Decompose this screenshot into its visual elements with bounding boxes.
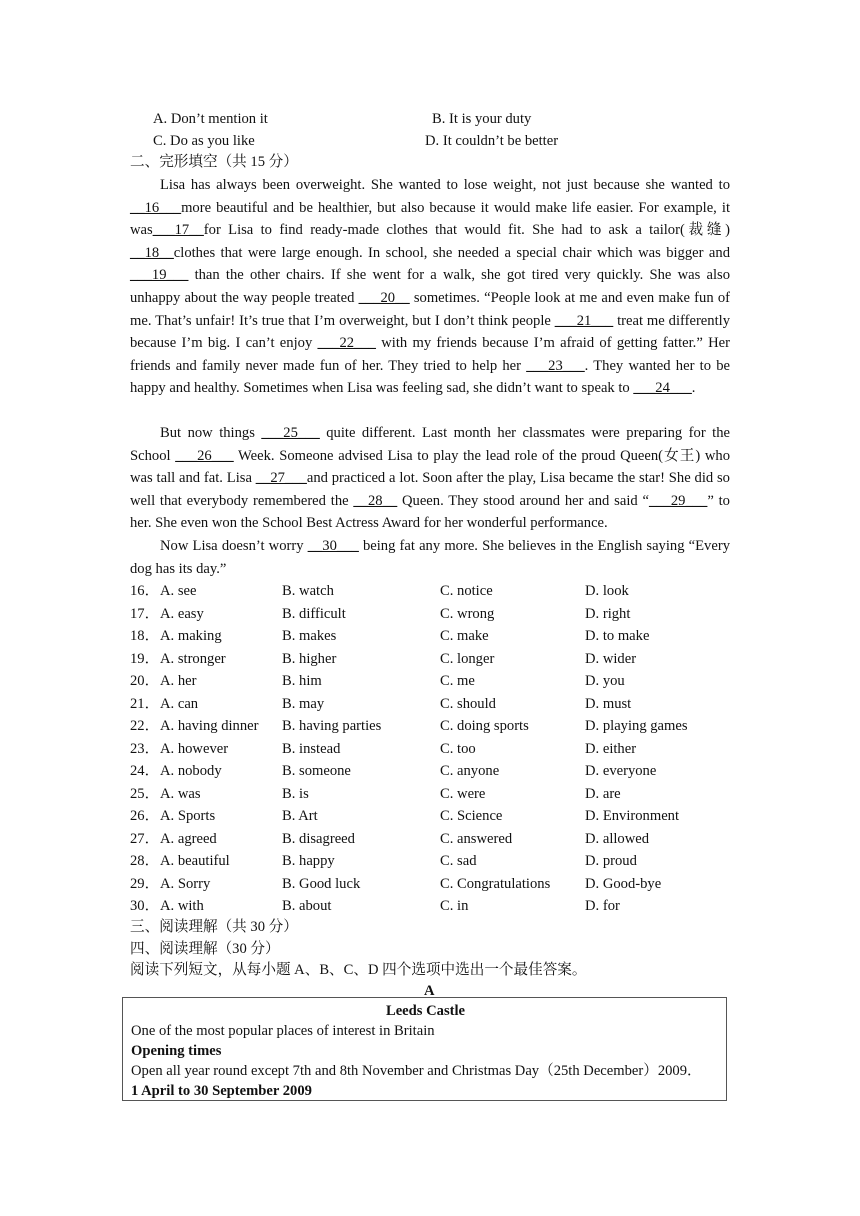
opening-times-text: Open all year round except 7th and 8th November and Christmas Day（25th December）2009． xyxy=(131,1063,702,1079)
answer-blank: ___26___ xyxy=(175,447,234,464)
question-row xyxy=(130,580,750,602)
answer-blank: ___23___ xyxy=(526,357,585,374)
option-d: D. wider xyxy=(585,650,637,667)
option-b: B. happy xyxy=(282,853,335,869)
option-c: C. Science xyxy=(440,808,503,824)
option-d: D. right xyxy=(585,605,631,622)
prev-option-d: D. It couldn’t be better xyxy=(425,133,559,149)
option-a: A. see xyxy=(160,583,197,599)
option-d: D. Good-bye xyxy=(585,875,662,892)
option-b: B. makes xyxy=(282,628,337,644)
question-row xyxy=(130,603,750,625)
option-b: B. Good luck xyxy=(282,875,361,892)
option-b: B. instead xyxy=(282,740,341,757)
option-c: C. make xyxy=(440,628,489,644)
option-c: C. should xyxy=(440,695,496,712)
option-a: A. however xyxy=(160,740,229,757)
passage-text: than the other chairs. If she went for a walk, she got tired very quickly. She was also unhappy about the way people treated xyxy=(130,267,730,306)
option-c: C. were xyxy=(440,785,486,802)
option-a: A. Sports xyxy=(160,808,216,824)
option-a: A. her xyxy=(160,673,197,689)
option-b: B. about xyxy=(282,898,332,914)
passage-text: and practiced a lot. Soon after the play, Lisa became the star! She did so well that everybody remembered the xyxy=(130,470,730,509)
option-b: B. watch xyxy=(282,583,334,599)
passage-text: Lisa has always been overweight. She wanted to lose weight, not just because she wanted to xyxy=(160,177,730,193)
passage-text: But now things xyxy=(160,425,262,441)
question-number: 20． xyxy=(130,673,160,689)
reading-instruction: 阅读下列短文，从每小题 A、B、C、D 四个选项中选出一个最佳答案。 xyxy=(130,962,587,978)
answer-blank: ___24___ xyxy=(633,380,692,397)
option-b: B. higher xyxy=(282,650,337,667)
section-heading-cloze: 二、完形填空（共 15 分） xyxy=(130,154,298,170)
question-row xyxy=(130,670,750,692)
question-row xyxy=(130,648,750,670)
date-range: 1 April to 30 September 2009 xyxy=(131,1083,312,1099)
prev-option-b: B. It is your duty xyxy=(432,111,532,127)
option-d: D. everyone xyxy=(585,763,657,779)
box-title: Leeds Castle xyxy=(385,1003,466,1019)
option-c: C. Congratulations xyxy=(440,875,551,892)
option-d: D. playing games xyxy=(585,718,688,734)
option-b: B. him xyxy=(282,673,322,689)
option-a: A. can xyxy=(160,695,199,712)
answer-blank: __28__ xyxy=(353,492,398,509)
passage-text: . xyxy=(691,380,696,397)
option-a: A. stronger xyxy=(160,650,226,667)
passage-text: sometimes. “People look at me and even make fun of me. That’s unfair! It’s true that I’m overweight, but I don’t think people xyxy=(130,289,730,329)
question-row xyxy=(130,873,750,895)
answer-blank: ___17__ xyxy=(152,222,204,239)
question-number: 28． xyxy=(130,853,160,869)
option-c: C. me xyxy=(440,673,475,689)
passage-text: with my friends because I’m afraid of getting fatter.” Her friends and family never made fun of her. They tried to help her xyxy=(130,335,730,374)
option-a: A. Sorry xyxy=(160,875,211,892)
answer-blank: ___25___ xyxy=(261,425,320,441)
question-row xyxy=(130,805,750,827)
answer-blank: __18__ xyxy=(130,244,174,261)
prev-option-a: A. Don’t mention it xyxy=(153,111,268,127)
prev-option-c: C. Do as you like xyxy=(153,133,255,149)
question-number: 25． xyxy=(130,785,160,802)
option-a: A. beautiful xyxy=(160,853,230,869)
passage-text: being fat any more. She believes in the English saying “Every dog has its day.” xyxy=(130,538,730,577)
answer-blank: ___29___ xyxy=(648,492,708,509)
passage-text: more beautiful and be healthier, but also because it would make life easier. For example, it was xyxy=(130,199,730,239)
answer-blank: ___19___ xyxy=(130,267,189,284)
answer-blank: __27___ xyxy=(255,470,307,487)
reading-passage-box xyxy=(122,997,727,1101)
option-a: A. with xyxy=(160,898,204,914)
option-c: C. answered xyxy=(440,830,513,847)
option-b: B. may xyxy=(282,695,325,712)
question-row xyxy=(130,738,750,760)
question-row xyxy=(130,715,750,737)
cloze-paragraph-1 xyxy=(130,174,730,400)
option-d: D. Environment xyxy=(585,808,680,824)
question-number: 26． xyxy=(130,808,160,824)
question-row xyxy=(130,693,750,715)
question-number: 30． xyxy=(130,898,160,914)
option-d: D. either xyxy=(585,740,637,757)
question-number: 23． xyxy=(130,740,160,757)
question-row xyxy=(130,895,750,917)
option-b: B. disagreed xyxy=(282,830,355,847)
option-a: A. having dinner xyxy=(160,718,259,734)
question-number: 29． xyxy=(130,875,160,892)
option-d: D. to make xyxy=(585,628,650,644)
passage-text: . They wanted her to be happy and healthy. Sometimes when Lisa was feeling sad, she didn’t want to speak to xyxy=(130,357,731,397)
answer-blank: ___22___ xyxy=(317,335,376,352)
option-b: B. Art xyxy=(282,808,318,824)
option-d: D. are xyxy=(585,785,621,802)
option-c: C. too xyxy=(440,740,476,757)
question-row xyxy=(130,850,750,872)
option-a: A. agreed xyxy=(160,830,217,847)
question-number: 24． xyxy=(130,763,160,779)
answer-blank: ___20__ xyxy=(358,289,410,306)
option-d: D. you xyxy=(585,673,625,689)
option-d: D. for xyxy=(585,898,620,914)
option-d: D. proud xyxy=(585,853,637,869)
passage-text: for Lisa to find ready-made clothes that would fit. She had to ask a tailor(裁缝) xyxy=(203,222,730,239)
passage-text: quite different. Last month her classmates were preparing for the School xyxy=(130,425,731,464)
option-d: D. look xyxy=(585,583,629,599)
option-c: C. notice xyxy=(440,583,493,599)
option-a: A. making xyxy=(160,628,222,644)
question-number: 21． xyxy=(130,695,160,712)
passage-text: Queen. They stood around her and said “ xyxy=(397,492,649,509)
question-row xyxy=(130,625,750,647)
answer-blank: ___21___ xyxy=(554,312,614,329)
option-a: A. easy xyxy=(160,605,204,622)
option-a: A. nobody xyxy=(160,763,222,779)
answer-blank: __16___ xyxy=(130,199,182,216)
question-row xyxy=(130,828,750,850)
option-d: D. allowed xyxy=(585,830,650,847)
section-heading-reading-2: 四、阅读理解（30 分） xyxy=(130,941,280,957)
question-number: 17． xyxy=(130,605,160,622)
passage-text: Week. Someone advised Lisa to play the lead role of the proud Queen(女王) who was tall and fat. Lisa xyxy=(130,447,730,487)
answer-blank: __30___ xyxy=(307,538,359,554)
option-c: C. anyone xyxy=(440,763,500,779)
question-row xyxy=(130,783,750,805)
question-number: 16． xyxy=(130,583,160,599)
option-c: C. in xyxy=(440,898,469,914)
passage-text: ” to her. She even won the School Best Actress Award for her wonderful performance. xyxy=(130,492,730,532)
option-a: A. was xyxy=(160,785,201,802)
question-number: 19． xyxy=(130,650,160,667)
option-b: B. difficult xyxy=(282,605,346,622)
option-c: C. longer xyxy=(440,650,495,667)
option-d: D. must xyxy=(585,695,632,712)
option-b: B. having parties xyxy=(282,718,382,734)
passage-text: treat me differently because I’m big. I can’t enjoy xyxy=(130,312,730,352)
passage-text: Now Lisa doesn’t worry xyxy=(160,538,308,554)
cloze-paragraph-2 xyxy=(130,422,730,535)
option-c: C. wrong xyxy=(440,605,495,622)
question-number: 18． xyxy=(130,628,160,644)
question-number: 22． xyxy=(130,718,160,734)
box-subtitle: One of the most popular places of interest in Britain xyxy=(131,1023,435,1039)
option-c: C. doing sports xyxy=(440,718,529,734)
option-b: B. is xyxy=(282,785,309,802)
passage-label: A xyxy=(424,983,435,999)
option-b: B. someone xyxy=(282,763,351,779)
section-heading-reading-1: 三、阅读理解（共 30 分） xyxy=(130,919,298,935)
passage-text: clothes that were large enough. In school, she needed a special chair which was bigger and xyxy=(173,244,730,261)
option-c: C. sad xyxy=(440,853,477,869)
question-number: 27． xyxy=(130,830,160,847)
question-row xyxy=(130,760,750,782)
cloze-paragraph-3 xyxy=(130,535,730,580)
opening-times-heading: Opening times xyxy=(131,1043,222,1059)
